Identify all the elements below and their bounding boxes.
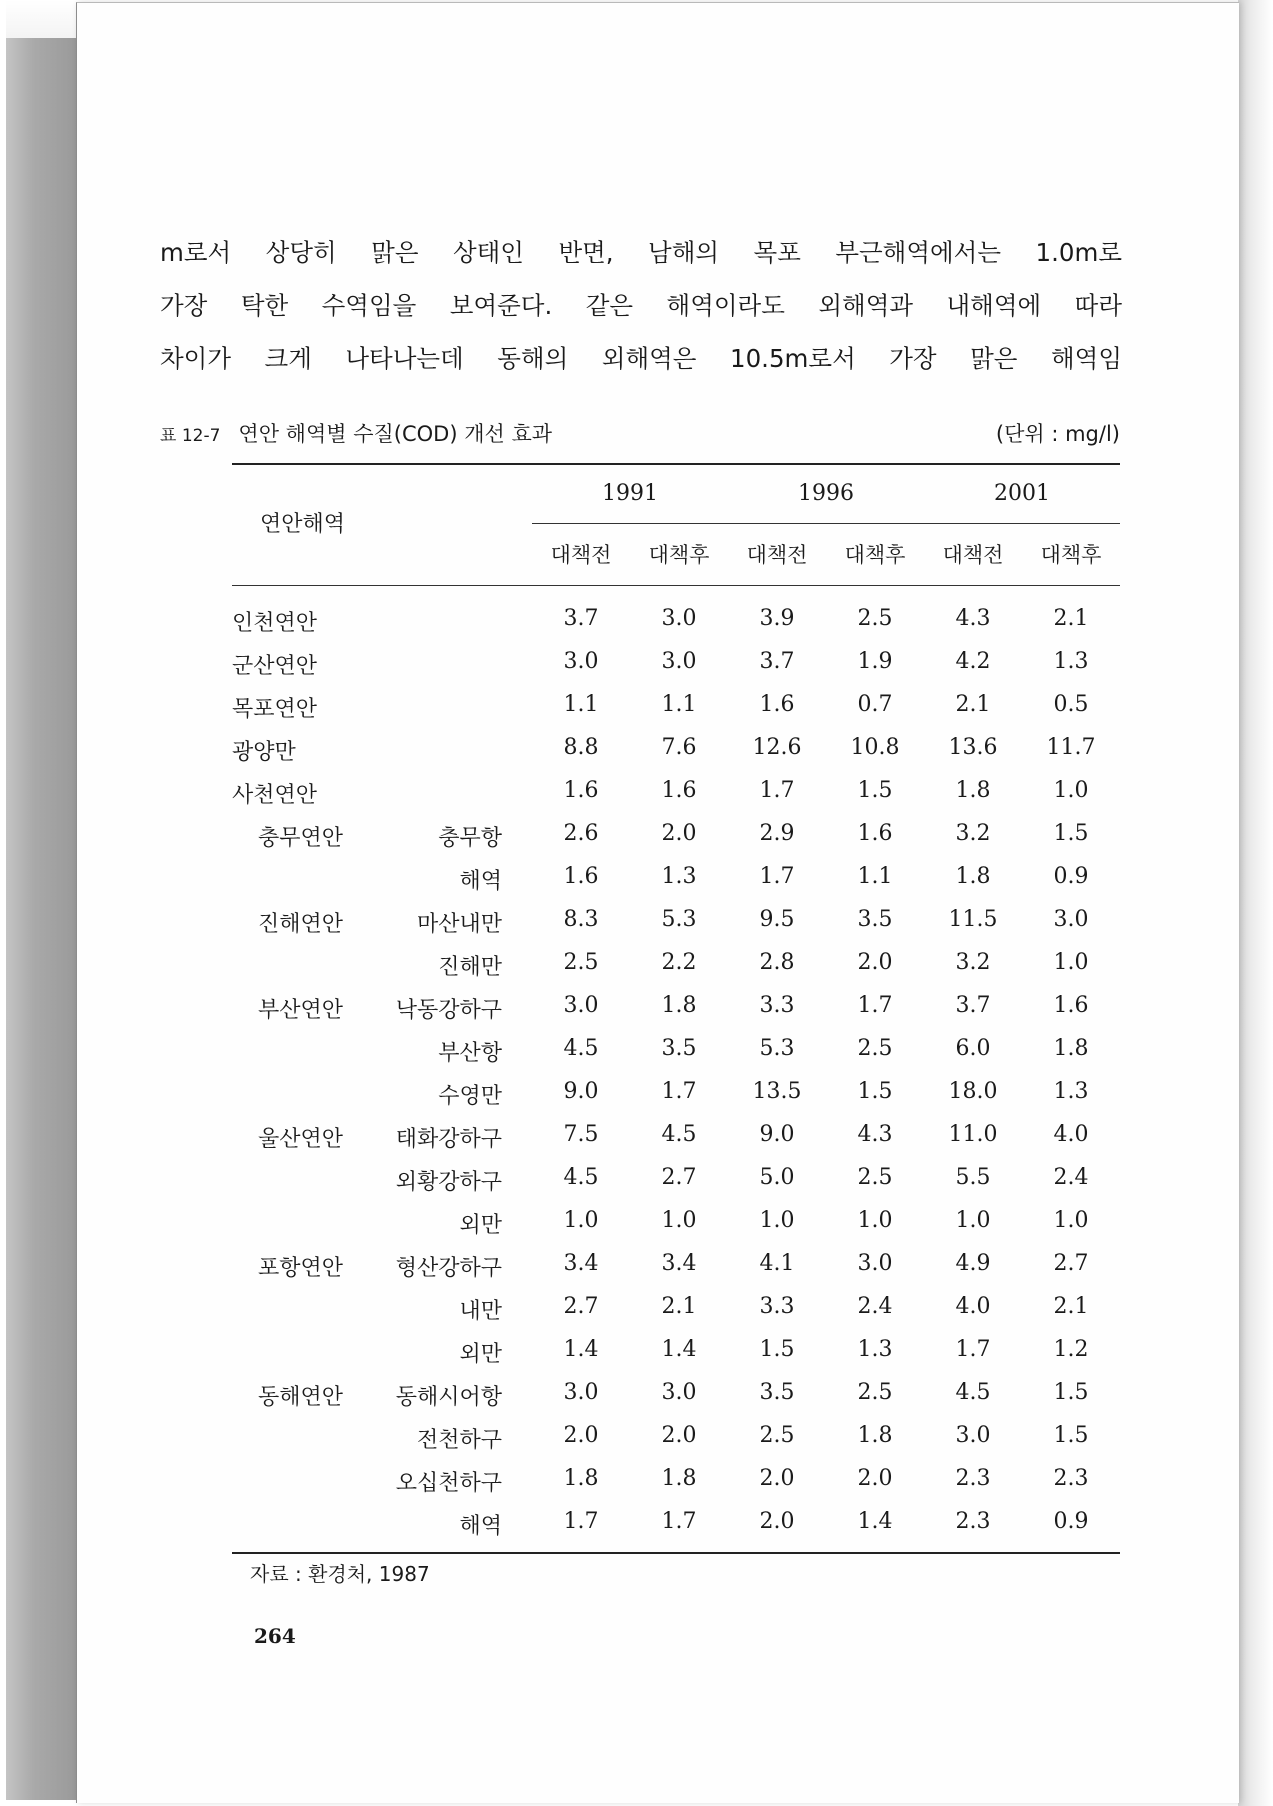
value-cell: 4.1 — [759, 1251, 795, 1276]
value-cell: 18.0 — [948, 1079, 998, 1104]
table-row — [232, 1286, 1120, 1329]
value-cell: 3.3 — [759, 1294, 795, 1319]
table-row — [232, 899, 1120, 942]
table-row — [232, 1200, 1120, 1243]
sub-region-cell: 오십천하구 — [395, 1471, 502, 1496]
sub-region-cell: 진해만 — [438, 955, 502, 980]
book-right-shadow — [1238, 0, 1273, 1806]
table-row — [232, 770, 1120, 813]
table-title-group — [160, 418, 552, 448]
region-cell: 진해연안 — [258, 912, 344, 937]
value-cell: 7.6 — [661, 735, 697, 760]
year-header: 1996 — [798, 481, 854, 506]
value-cell: 4.5 — [563, 1165, 599, 1190]
value-cell: 2.0 — [857, 1466, 893, 1491]
value-cell: 2.4 — [1053, 1165, 1089, 1190]
value-cell: 2.0 — [759, 1509, 795, 1534]
table-row — [232, 727, 1120, 770]
sub-region-cell: 외만 — [459, 1342, 502, 1367]
value-cell: 0.5 — [1053, 692, 1089, 717]
table-row — [232, 1114, 1120, 1157]
value-cell: 3.7 — [563, 606, 599, 631]
value-cell: 1.5 — [857, 1079, 893, 1104]
value-cell: 3.4 — [563, 1251, 599, 1276]
value-cell: 1.6 — [661, 778, 697, 803]
region-cell: 울산연안 — [258, 1127, 344, 1152]
value-cell: 4.5 — [563, 1036, 599, 1061]
value-cell: 1.5 — [759, 1337, 795, 1362]
value-cell: 3.7 — [759, 649, 795, 674]
value-cell: 2.5 — [857, 1036, 893, 1061]
value-cell: 3.2 — [955, 950, 991, 975]
value-cell: 8.3 — [563, 907, 599, 932]
table-row — [232, 1028, 1120, 1071]
value-cell: 5.5 — [955, 1165, 991, 1190]
value-cell: 1.8 — [563, 1466, 599, 1491]
table-row — [232, 684, 1120, 727]
year-header: 2001 — [994, 481, 1050, 506]
region-cell: 인천연안 — [232, 611, 318, 636]
year-header-row — [532, 465, 1120, 524]
value-cell: 4.5 — [955, 1380, 991, 1405]
value-cell: 11.0 — [948, 1122, 998, 1147]
body-paragraph — [160, 226, 1122, 385]
value-cell: 2.5 — [857, 606, 893, 631]
region-cell: 사천연안 — [232, 783, 318, 808]
value-cell: 1.1 — [563, 692, 599, 717]
value-cell: 7.5 — [563, 1122, 599, 1147]
value-cell: 1.3 — [857, 1337, 893, 1362]
sub-region-cell: 외만 — [459, 1213, 502, 1238]
value-cell: 1.6 — [759, 692, 795, 717]
value-cell: 4.3 — [955, 606, 991, 631]
value-cell: 1.7 — [661, 1509, 697, 1534]
value-cell: 2.2 — [661, 950, 697, 975]
value-cell: 5.3 — [759, 1036, 795, 1061]
value-cell: 13.6 — [948, 735, 998, 760]
table-number: 표 12-7 — [160, 426, 221, 446]
value-cell: 1.8 — [661, 993, 697, 1018]
region-cell: 포항연안 — [258, 1256, 344, 1281]
value-cell: 1.5 — [857, 778, 893, 803]
value-cell: 4.9 — [955, 1251, 991, 1276]
table-row — [232, 641, 1120, 684]
value-cell: 1.0 — [1053, 950, 1089, 975]
table-header — [232, 465, 1120, 586]
paragraph-line: 차이가 크게 나타나는데 동해의 외해역은 10.5m로서 가장 맑은 해역임 — [160, 344, 1122, 373]
value-cell: 2.7 — [1053, 1251, 1089, 1276]
value-cell: 2.0 — [661, 1423, 697, 1448]
value-cell: 0.9 — [1053, 864, 1089, 889]
value-cell: 11.5 — [948, 907, 998, 932]
region-cell: 광양만 — [232, 740, 296, 765]
sub-region-cell: 부산항 — [438, 1041, 502, 1066]
value-cell: 1.0 — [1053, 778, 1089, 803]
value-cell: 1.0 — [857, 1208, 893, 1233]
value-cell: 2.7 — [563, 1294, 599, 1319]
value-cell: 1.1 — [857, 864, 893, 889]
value-cell: 1.4 — [661, 1337, 697, 1362]
value-cell: 0.7 — [857, 692, 893, 717]
region-cell: 부산연안 — [258, 998, 344, 1023]
sub-region-cell: 낙동강하구 — [395, 998, 502, 1023]
sub-region-cell: 마산내만 — [416, 912, 502, 937]
value-cell: 3.0 — [661, 1380, 697, 1405]
value-cell: 3.0 — [1053, 907, 1089, 932]
sub-header: 대책전 — [942, 543, 1004, 567]
book-edge-top — [6, 0, 76, 40]
sub-region-cell: 충무항 — [438, 826, 502, 851]
value-cell: 6.0 — [955, 1036, 991, 1061]
table-body — [232, 586, 1120, 1552]
table-row — [232, 856, 1120, 899]
value-cell: 13.5 — [752, 1079, 802, 1104]
sub-region-cell: 해역 — [459, 1514, 502, 1539]
value-cell: 1.7 — [857, 993, 893, 1018]
value-cell: 3.0 — [563, 993, 599, 1018]
value-cell: 9.0 — [759, 1122, 795, 1147]
value-cell: 2.4 — [857, 1294, 893, 1319]
value-cell: 4.5 — [661, 1122, 697, 1147]
value-cell: 3.7 — [955, 993, 991, 1018]
paragraph-line: 가장 탁한 수역임을 보여준다. 같은 해역이라도 외해역과 내해역에 따라 — [160, 291, 1122, 320]
table-unit: (단위 : mg/l) — [995, 422, 1120, 446]
value-cell: 2.3 — [1053, 1466, 1089, 1491]
value-cell: 2.0 — [661, 821, 697, 846]
value-cell: 9.0 — [563, 1079, 599, 1104]
value-cell: 2.3 — [955, 1466, 991, 1491]
value-cell: 1.8 — [1053, 1036, 1089, 1061]
sub-region-cell: 태화강하구 — [395, 1127, 502, 1152]
table-row — [232, 1415, 1120, 1458]
value-cell: 1.8 — [955, 778, 991, 803]
value-cell: 2.5 — [857, 1165, 893, 1190]
value-cell: 1.6 — [1053, 993, 1089, 1018]
table-row — [232, 1372, 1120, 1415]
sub-header: 대책후 — [844, 543, 906, 567]
value-cell: 1.8 — [955, 864, 991, 889]
value-cell: 2.1 — [661, 1294, 697, 1319]
value-cell: 1.4 — [563, 1337, 599, 1362]
table-source: 자료 : 환경처, 1987 — [250, 1562, 430, 1586]
value-cell: 1.3 — [1053, 649, 1089, 674]
value-cell: 2.0 — [759, 1466, 795, 1491]
value-cell: 12.6 — [752, 735, 802, 760]
value-cell: 1.8 — [857, 1423, 893, 1448]
value-cell: 2.3 — [955, 1509, 991, 1534]
region-cell: 동해연안 — [258, 1385, 344, 1410]
value-cell: 1.5 — [1053, 821, 1089, 846]
value-cell: 5.0 — [759, 1165, 795, 1190]
value-cell: 2.7 — [661, 1165, 697, 1190]
value-cell: 1.2 — [1053, 1337, 1089, 1362]
sub-region-cell: 해역 — [459, 869, 502, 894]
value-cell: 3.5 — [759, 1380, 795, 1405]
value-cell: 1.5 — [1053, 1380, 1089, 1405]
value-cell: 8.8 — [563, 735, 599, 760]
value-cell: 3.0 — [857, 1251, 893, 1276]
value-cell: 1.0 — [1053, 1208, 1089, 1233]
value-cell: 2.5 — [857, 1380, 893, 1405]
value-cell: 2.5 — [563, 950, 599, 975]
table-row — [232, 1243, 1120, 1286]
value-cell: 2.1 — [1053, 606, 1089, 631]
value-cell: 9.5 — [759, 907, 795, 932]
value-cell: 3.4 — [661, 1251, 697, 1276]
table-row — [232, 1157, 1120, 1200]
value-cell: 0.9 — [1053, 1509, 1089, 1534]
value-cell: 1.3 — [661, 864, 697, 889]
year-header: 1991 — [602, 481, 658, 506]
value-cell: 2.0 — [857, 950, 893, 975]
table-row — [232, 813, 1120, 856]
region-cell: 군산연안 — [232, 654, 318, 679]
value-cell: 1.6 — [563, 778, 599, 803]
value-cell: 2.1 — [955, 692, 991, 717]
value-cell: 2.8 — [759, 950, 795, 975]
value-cell: 1.7 — [563, 1509, 599, 1534]
value-cell: 1.0 — [759, 1208, 795, 1233]
value-cell: 4.2 — [955, 649, 991, 674]
sub-region-cell: 형산강하구 — [395, 1256, 502, 1281]
sub-region-cell: 수영만 — [438, 1084, 502, 1109]
value-cell: 1.9 — [857, 649, 893, 674]
cod-table — [232, 463, 1120, 1554]
value-cell: 3.2 — [955, 821, 991, 846]
sub-region-cell: 동해시어항 — [395, 1385, 502, 1410]
sub-header-row — [532, 531, 1120, 581]
value-cell: 2.1 — [1053, 1294, 1089, 1319]
value-cell: 3.0 — [661, 649, 697, 674]
value-cell: 1.7 — [955, 1337, 991, 1362]
value-cell: 3.9 — [759, 606, 795, 631]
value-cell: 2.9 — [759, 821, 795, 846]
value-cell: 1.1 — [661, 692, 697, 717]
value-cell: 1.6 — [857, 821, 893, 846]
value-cell: 1.3 — [1053, 1079, 1089, 1104]
value-cell: 1.0 — [563, 1208, 599, 1233]
value-cell: 3.0 — [955, 1423, 991, 1448]
table-row — [232, 1501, 1120, 1544]
value-cell: 4.3 — [857, 1122, 893, 1147]
page-number: 264 — [254, 1624, 296, 1648]
value-cell: 2.6 — [563, 821, 599, 846]
value-cell: 1.5 — [1053, 1423, 1089, 1448]
table-caption — [160, 418, 1120, 454]
value-cell: 1.7 — [759, 864, 795, 889]
sub-header: 대책후 — [1040, 543, 1102, 567]
value-cell: 2.5 — [759, 1423, 795, 1448]
value-cell: 1.4 — [857, 1509, 893, 1534]
sub-header: 대책전 — [550, 543, 612, 567]
value-cell: 3.0 — [563, 649, 599, 674]
sub-region-cell: 내만 — [459, 1299, 502, 1324]
region-cell: 충무연안 — [258, 826, 344, 851]
value-cell: 3.5 — [661, 1036, 697, 1061]
value-cell: 2.0 — [563, 1423, 599, 1448]
sub-region-cell: 외황강하구 — [395, 1170, 502, 1195]
value-cell: 1.0 — [661, 1208, 697, 1233]
value-cell: 1.7 — [661, 1079, 697, 1104]
table-row — [232, 1458, 1120, 1501]
value-cell: 3.5 — [857, 907, 893, 932]
value-cell: 3.0 — [661, 606, 697, 631]
value-cell: 4.0 — [1053, 1122, 1089, 1147]
table-row — [232, 985, 1120, 1028]
sub-header: 대책후 — [648, 543, 710, 567]
value-cell: 1.8 — [661, 1466, 697, 1491]
table-row — [232, 1071, 1120, 1114]
sub-header: 대책전 — [746, 543, 808, 567]
table-title: 연안 해역별 수질(COD) 개선 효과 — [238, 422, 553, 446]
value-cell: 3.0 — [563, 1380, 599, 1405]
value-cell: 3.3 — [759, 993, 795, 1018]
value-cell: 1.0 — [955, 1208, 991, 1233]
value-cell: 10.8 — [850, 735, 900, 760]
table-row — [232, 1329, 1120, 1372]
value-cell: 11.7 — [1046, 735, 1096, 760]
book-spine-edge — [6, 38, 76, 1800]
value-cell: 1.7 — [759, 778, 795, 803]
region-cell: 목포연안 — [232, 697, 318, 722]
paragraph-line: m로서 상당히 맑은 상태인 반면, 남해의 목포 부근해역에서는 1.0m로 — [160, 238, 1122, 267]
sub-region-cell: 전천하구 — [416, 1428, 502, 1453]
value-cell: 4.0 — [955, 1294, 991, 1319]
value-cell: 5.3 — [661, 907, 697, 932]
value-cell: 1.6 — [563, 864, 599, 889]
region-column-header: 연안해역 — [260, 512, 346, 537]
table-row — [232, 942, 1120, 985]
table-row — [232, 598, 1120, 641]
